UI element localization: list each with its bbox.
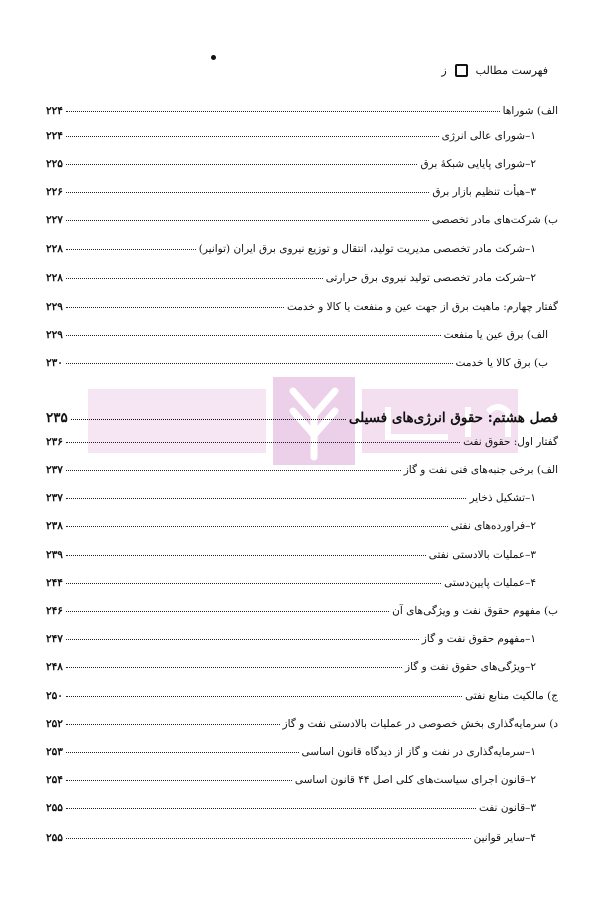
dot-leader: [66, 498, 467, 499]
dot-leader: [66, 696, 462, 697]
chapter-heading-row: [46, 410, 558, 426]
toc-page-number: ۲۵۲: [46, 718, 63, 730]
toc-entry: [46, 520, 558, 532]
toc-entry-title: ۲–شورای پایایی شبکهٔ برق: [420, 158, 536, 170]
toc-page-number: ۲۴۴: [46, 577, 63, 589]
toc-page-number: ۲۳۸: [46, 520, 63, 532]
toc-entry: [46, 832, 558, 844]
dot-leader: [66, 335, 441, 336]
toc-page-number: ۲۵۰: [46, 690, 63, 702]
toc-entry: [46, 661, 558, 673]
dot-leader: [66, 667, 402, 668]
dot-leader: [66, 136, 439, 137]
toc-entry-title: ۲–شرکت مادر تخصصی تولید نیروی برق حرارتی: [325, 272, 536, 284]
toc-page-number: ۲۲۴: [46, 105, 63, 117]
dot-leader: [66, 611, 389, 612]
toc-entry-title: الف) برخی جنبه‌های فنی نفت و گاز: [403, 464, 558, 476]
toc-entry: [46, 301, 558, 313]
toc-entry: [46, 633, 558, 645]
toc-entry-title: ۲–فراورده‌های نفتی: [450, 520, 536, 532]
toc-entry: [46, 214, 558, 226]
toc-entry: [46, 577, 558, 589]
toc-page-number: ۲۲۹: [46, 301, 63, 313]
toc-entry-title: الف) برق عین یا منفعت: [443, 329, 548, 341]
toc-entry: [46, 802, 558, 814]
header-page-letter: ز: [441, 64, 447, 77]
toc-entry: [46, 492, 558, 504]
toc-page-number: ۲۲۵: [46, 158, 63, 170]
toc-entry-title: فصل هشتم: حقوق انرژی‌های فسیلی: [348, 410, 558, 426]
toc-entry: [46, 436, 558, 448]
dot-leader: [66, 639, 419, 640]
toc-page-number: ۲۳۶: [46, 436, 63, 448]
toc-entry-title: ۳–عملیات بالادستی نفتی: [428, 549, 536, 561]
toc-entry: [46, 718, 558, 730]
toc-entry-title: ۳–قانون نفت: [478, 802, 536, 814]
toc-page-number: ۲۲۶: [46, 186, 63, 198]
dot-leader: [66, 278, 323, 279]
toc-entry-title: ۱–شورای عالی انرژی: [441, 130, 536, 142]
toc-page-number: ۲۳۰: [46, 357, 63, 369]
toc-entry-title: الف) شوراها: [502, 105, 558, 117]
toc-entry: [46, 158, 558, 170]
toc-page-number: ۲۳۹: [46, 549, 63, 561]
toc-entry-title: ۱–سرمایه‌گذاری در نفت و گاز از دیدگاه قانون اساسی: [301, 746, 536, 758]
toc-page-number: ۲۵۴: [46, 774, 63, 786]
dot-leader: [66, 164, 418, 165]
dot-leader: [66, 752, 299, 753]
toc-page-number: ۲۴۶: [46, 605, 63, 617]
toc-entry: [46, 186, 558, 198]
dot-leader: [66, 555, 426, 556]
square-bullet-icon: [455, 64, 468, 77]
toc-page-number: ۲۵۵: [46, 832, 63, 844]
header-title: فهرست مطالب: [475, 64, 548, 77]
toc-entry: [46, 329, 558, 341]
toc-entry-title: گفتار چهارم: ماهیت برق از جهت عین و منفعت یا کالا و خدمت: [286, 301, 558, 313]
dot-leader: [66, 249, 196, 250]
dot-leader: [66, 724, 280, 725]
dot-leader: [66, 442, 460, 443]
dot-leader: [66, 220, 429, 221]
dot-leader: [66, 470, 401, 471]
toc-entry-title: د) سرمایه‌گذاری بخش خصوصی در عملیات بالادستی نفت و گاز: [282, 718, 558, 730]
toc-page-number: ۲۲۸: [46, 243, 63, 255]
toc-entry-title: ب) مفهوم حقوق نفت و ویژگی‌های آن: [392, 605, 558, 617]
toc-entry: [46, 605, 558, 617]
dot-leader: [66, 808, 476, 809]
page-header: [441, 64, 548, 77]
toc-entry-title: ب) شرکت‌های مادر تخصصی: [431, 214, 558, 226]
toc-page-number: ۲۲۴: [46, 130, 63, 142]
dot-leader: [66, 583, 441, 584]
dot-leader: [66, 363, 453, 364]
toc-entry-title: ۲–قانون اجرای سیاست‌های کلی اصل ۴۴ قانون اساسی: [294, 774, 536, 786]
toc-entry: [46, 272, 558, 284]
toc-page-number: ۲۲۸: [46, 272, 63, 284]
toc-page-number: ۲۴۷: [46, 633, 63, 645]
toc-entry: [46, 746, 558, 758]
toc-entry-title: ۴–سایر قوانین: [473, 832, 536, 844]
toc-page-number: ۲۵۳: [46, 746, 63, 758]
dot-leader: [71, 419, 346, 420]
toc-entry: [46, 774, 558, 786]
toc-entry-title: ۱–تشکیل ذخایر: [469, 492, 536, 504]
toc-entry-title: ۱–مفهوم حقوق نفت و گاز: [421, 633, 536, 645]
toc-entry-title: ۱–شرکت مادر تخصصی مدیریت تولید، انتقال و توزیع نیروی برق ایران (توانیر): [198, 243, 536, 255]
toc-entry-title: ب) برق کالا یا خدمت: [455, 357, 548, 369]
toc-entry: [46, 243, 558, 255]
toc-page-number: ۲۵۵: [46, 802, 63, 814]
toc-entry-title: ۴–عملیات پایین‌دستی: [444, 577, 536, 589]
ink-dot: [211, 55, 216, 60]
toc-page-number: ۲۳۵: [46, 410, 68, 426]
toc-entry: [46, 105, 558, 117]
dot-leader: [66, 526, 448, 527]
toc-entry-title: ج) مالکیت منابع نفتی: [465, 690, 558, 702]
toc-page-number: ۲۳۷: [46, 492, 63, 504]
dot-leader: [66, 780, 292, 781]
toc-page-number: ۲۴۸: [46, 661, 63, 673]
toc-entry: [46, 130, 558, 142]
dot-leader: [66, 838, 471, 839]
toc-page-number: ۲۲۷: [46, 214, 63, 226]
toc-entry-title: ۳–هیأت تنظیم بازار برق: [432, 186, 536, 198]
toc-page-number: ۲۳۷: [46, 464, 63, 476]
toc-entry: [46, 357, 558, 369]
toc-entry: [46, 464, 558, 476]
toc-entry-title: گفتار اول: حقوق نفت: [463, 436, 558, 448]
dot-leader: [66, 307, 284, 308]
dot-leader: [66, 192, 429, 193]
toc-page-number: ۲۲۹: [46, 329, 63, 341]
toc-entry: [46, 549, 558, 561]
dot-leader: [66, 111, 500, 112]
toc-entry: [46, 690, 558, 702]
toc-entry-title: ۲–ویژگی‌های حقوق نفت و گاز: [405, 661, 536, 673]
